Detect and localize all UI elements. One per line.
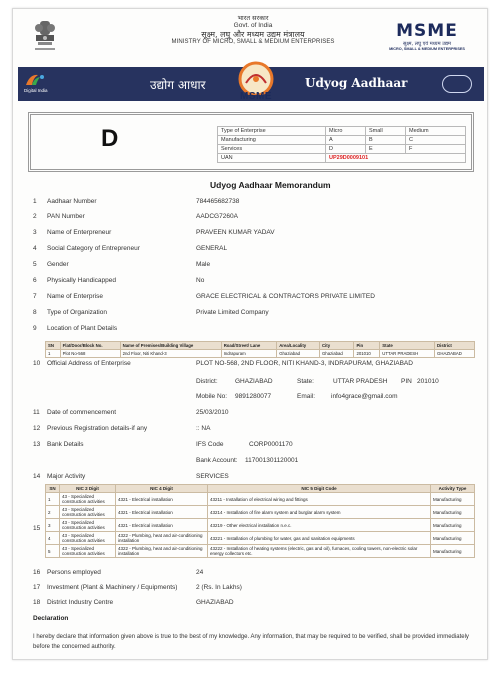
column-header: SN	[46, 342, 61, 350]
header	[13, 9, 487, 67]
row-number: 3	[33, 229, 37, 236]
bank-account-value: 117001301120001	[245, 457, 299, 464]
table-cell: 43221 - Installation of plumbing for water, gas and sanitation equipments	[208, 532, 431, 545]
uan-label: UAN	[218, 154, 326, 163]
email-label: Email:	[297, 393, 316, 400]
field-row	[13, 245, 487, 255]
column-header: SN	[46, 485, 60, 493]
field-row	[13, 277, 487, 287]
row-number: 6	[33, 277, 37, 284]
column-header: Activity Type	[431, 485, 475, 493]
table-cell: 3	[46, 519, 60, 532]
column-header: State	[380, 342, 435, 350]
memorandum-title: Udyog Aadhaar Memorandum	[210, 180, 331, 190]
column-header: Name of Premises/Building Village	[120, 342, 221, 350]
table-cell: 43 - Specialized construction activities	[60, 519, 116, 532]
table-cell: 2	[46, 506, 60, 519]
field-label: Official Address of Enterprise	[47, 360, 131, 367]
table-cell: Manufacturing	[431, 519, 475, 532]
field-value: PRAVEEN KUMAR YADAV	[196, 229, 275, 236]
declaration-text: I hereby declare that information given above is true to the best of my knowledge. Any information, that may be required to be verified, shall be provided immediately before the concerned authority.	[33, 634, 469, 650]
table-cell: Plot No-568	[60, 350, 120, 358]
table-row	[46, 350, 475, 358]
column-header: District	[435, 342, 475, 350]
field-row	[13, 584, 487, 594]
field-row	[13, 213, 487, 223]
email-value: info4grace@gmail.com	[331, 393, 398, 400]
field-row	[13, 261, 487, 271]
table-cell: A	[326, 136, 366, 145]
ifs-label: IFS Code	[196, 441, 224, 448]
field-label: Type of Organization	[47, 309, 107, 316]
table-cell: 4321 - Electrical installation	[116, 519, 208, 532]
field-label: Bank Details	[47, 441, 84, 448]
msme-logo	[379, 21, 475, 51]
plant-location-table	[45, 341, 475, 358]
row-number: 18	[33, 599, 41, 606]
ministry-text: MINISTRY OF MICRO, SMALL & MEDIUM ENTERPRISES	[171, 39, 335, 46]
field-value: GHAZIABAD	[196, 599, 234, 606]
field-label: Persons employed	[47, 569, 101, 576]
field-value: Male	[196, 261, 211, 268]
table-cell: 43 - Specialized construction activities	[60, 532, 116, 545]
state-label: State:	[297, 378, 314, 385]
hindi-gov-text: भारत सरकार	[237, 14, 269, 22]
column-header: Pin	[354, 342, 380, 350]
field-row	[13, 569, 487, 579]
category-box	[28, 112, 474, 172]
msme-logo-sub: MICRO, SMALL & MEDIUM ENTERPRISES	[389, 47, 465, 51]
table-cell: Services	[218, 145, 326, 154]
field-label: Physically Handicapped	[47, 277, 117, 284]
table-header-row	[46, 342, 475, 350]
field-value: GRACE ELECTRICAL & CONTRACTORS PRIVATE LIMITED	[196, 293, 375, 300]
badge-msme-text: MSME	[240, 91, 272, 102]
row-number: 12	[33, 425, 41, 432]
digital-india-text: Digital India	[24, 88, 48, 93]
column-header: City	[319, 342, 353, 350]
table-cell: Manufacturing	[431, 532, 475, 545]
row-number: 16	[33, 569, 41, 576]
table-cell: Small	[366, 127, 406, 136]
table-cell: D	[326, 145, 366, 154]
row-number: 2	[33, 213, 37, 220]
certificate-page	[12, 8, 488, 660]
column-header: Flat/Door/Block No.	[60, 342, 120, 350]
row-number: 4	[33, 245, 37, 252]
row-number: 9	[33, 325, 37, 332]
table-cell: Indrapuram	[221, 350, 277, 358]
mobile-label: Mobile No:	[196, 393, 228, 400]
table-cell: 4	[46, 532, 60, 545]
district-label: District:	[196, 378, 218, 385]
field-label: Name of Enterprise	[47, 293, 103, 300]
table-cell: Manufacturing	[431, 493, 475, 506]
address-row	[13, 360, 487, 370]
table-cell: Manufacturing	[431, 545, 475, 558]
row-number: 1	[33, 198, 37, 205]
national-emblem-icon	[31, 19, 59, 57]
field-label: Major Activity	[47, 473, 86, 480]
table-cell: UTTAR PRADESH	[380, 350, 435, 358]
table-cell: 5	[46, 545, 60, 558]
table-cell: 2nd Floor, Niti Khand-3	[120, 350, 221, 358]
table-row	[218, 154, 466, 163]
udyog-badge-icon	[230, 61, 282, 95]
field-value: 2 (Rs. In Lakhs)	[196, 584, 242, 591]
district-value: GHAZIABAD	[235, 378, 273, 385]
state-value: UTTAR PRADESH	[333, 378, 388, 385]
field-value: 784465682738	[196, 198, 240, 205]
field-value: SERVICES	[196, 473, 229, 480]
table-cell: Type of Enterprise	[218, 127, 326, 136]
table-cell: 1	[46, 493, 60, 506]
row-number: 10	[33, 360, 41, 367]
category-letter: D	[101, 125, 119, 152]
nic-activity-table	[45, 484, 475, 558]
row-number: 7	[33, 293, 37, 300]
pin-value: 201010	[417, 378, 439, 385]
field-row	[13, 309, 487, 319]
table-cell: Manufacturing	[431, 506, 475, 519]
bank-account-label: Bank Account:	[196, 457, 238, 464]
table-cell: Ghaziabad	[319, 350, 353, 358]
row-number: 14	[33, 473, 41, 480]
udyog-aadhaar-badge	[230, 61, 282, 109]
table-cell: Medium	[406, 127, 466, 136]
aadhaar-logo-icon	[442, 75, 472, 93]
table-cell: 43 - Specialized construction activities	[60, 493, 116, 506]
row-number: 15	[33, 525, 41, 532]
field-row	[13, 425, 487, 435]
field-label: Gender	[47, 261, 69, 268]
gov-text: Govt. of India	[233, 22, 273, 30]
table-cell: F	[406, 145, 466, 154]
udyog-aadhaar-hindi: उद्योग आधार	[150, 78, 206, 92]
field-label: Social Category of Entrepreneur	[47, 245, 140, 252]
row-number: 13	[33, 441, 41, 448]
table-cell: B	[366, 136, 406, 145]
table-header-row	[46, 485, 475, 493]
table-row	[46, 493, 475, 506]
field-label: Date of commencement	[47, 409, 117, 416]
field-label: Aadhaar Number	[47, 198, 97, 205]
uan-value: UP29D0009101	[326, 154, 466, 163]
column-header: Road/Street/ Lane	[221, 342, 277, 350]
digital-india-icon	[24, 73, 46, 87]
field-value: :: NA	[196, 425, 211, 432]
field-value: 25/03/2010	[196, 409, 229, 416]
field-value: AADCG7260A	[196, 213, 238, 220]
column-header: Area/Locality	[277, 342, 320, 350]
table-cell: 43219 - Other electrical installation n.e.c.	[208, 519, 431, 532]
table-row	[218, 136, 466, 145]
table-cell: 1	[46, 350, 61, 358]
field-row	[13, 473, 487, 483]
field-label: PAN Number	[47, 213, 85, 220]
table-row	[46, 545, 475, 558]
table-row	[218, 127, 466, 136]
table-row	[46, 532, 475, 545]
field-row	[13, 599, 487, 609]
digital-india-logo	[24, 73, 76, 95]
ifs-value: CORP0001170	[249, 441, 293, 448]
table-cell: 4322 - Plumbing, heat and air-conditioning installation	[116, 545, 208, 558]
table-cell: GHAZIABAD	[435, 350, 475, 358]
msme-logo-text: MSME	[396, 21, 458, 41]
field-label: Investment (Plant & Machinery / Equipments)	[47, 584, 178, 591]
table-cell: Ghaziabad	[277, 350, 320, 358]
row-number: 5	[33, 261, 37, 268]
table-row	[46, 506, 475, 519]
udyog-banner	[18, 67, 484, 101]
row-number: 11	[33, 409, 40, 416]
table-cell: Micro	[326, 127, 366, 136]
column-header: NIC 4 Digit	[116, 485, 208, 493]
field-value: Private Limited Company	[196, 309, 269, 316]
table-cell: 4321 - Electrical installation	[116, 506, 208, 519]
field-row	[13, 325, 487, 335]
field-label: Location of Plant Details	[47, 325, 118, 332]
table-row	[218, 145, 466, 154]
field-row	[13, 229, 487, 239]
table-cell: E	[366, 145, 406, 154]
field-value: 24	[196, 569, 204, 576]
enterprise-type-table	[217, 126, 466, 163]
declaration-title: Declaration	[33, 615, 69, 622]
field-label: District Industry Centre	[47, 599, 114, 606]
table-cell: 4321 - Electrical installation	[116, 493, 208, 506]
table-cell: 43222 - Installation of heating systems (electric, gas and oil), furnaces, cooling towers, non-electric solar energy collectors etc.	[208, 545, 431, 558]
table-cell: 43 - Specialized construction activities	[60, 545, 116, 558]
row-number: 8	[33, 309, 37, 316]
field-row	[13, 198, 487, 208]
udyog-aadhaar-english: Udyog Aadhaar	[305, 76, 408, 90]
table-cell: 43211 - Installation of electrical wiring and fittings	[208, 493, 431, 506]
table-cell: 201010	[354, 350, 380, 358]
government-heading	[133, 15, 373, 46]
field-label: Name of Enterpreneur	[47, 229, 112, 236]
row-number: 17	[33, 584, 41, 591]
address-line: PLOT NO-568, 2ND FLOOR, NITI KHAND-3, INDRAPURAM, GHAZIABAD	[196, 360, 413, 367]
field-value: No	[196, 277, 205, 284]
table-cell: Manufacturing	[218, 136, 326, 145]
field-label: Previous Registration details-if any	[47, 425, 148, 432]
table-cell: 43214 - Installation of fire alarm system and burglar alarm system	[208, 506, 431, 519]
table-cell: 43 - Specialized construction activities	[60, 506, 116, 519]
table-row	[46, 519, 475, 532]
table-cell: 4322 - Plumbing, heat and air-conditioning installation	[116, 532, 208, 545]
msme-logo-hindi: सूक्ष्म, लघु एवं मध्यम उद्यम	[402, 41, 452, 47]
pin-label: PIN	[401, 378, 412, 385]
field-row	[13, 293, 487, 303]
column-header: NIC 5 Digit Code	[208, 485, 431, 493]
field-value: GENERAL	[196, 245, 228, 252]
hindi-ministry-text: सूक्ष्म, लघु और मध्यम उद्यम मंत्रालय	[201, 29, 305, 39]
field-row	[13, 409, 487, 419]
column-header: NIC 2 Digit	[60, 485, 116, 493]
mobile-value: 9891280077	[235, 393, 272, 400]
table-cell: C	[406, 136, 466, 145]
